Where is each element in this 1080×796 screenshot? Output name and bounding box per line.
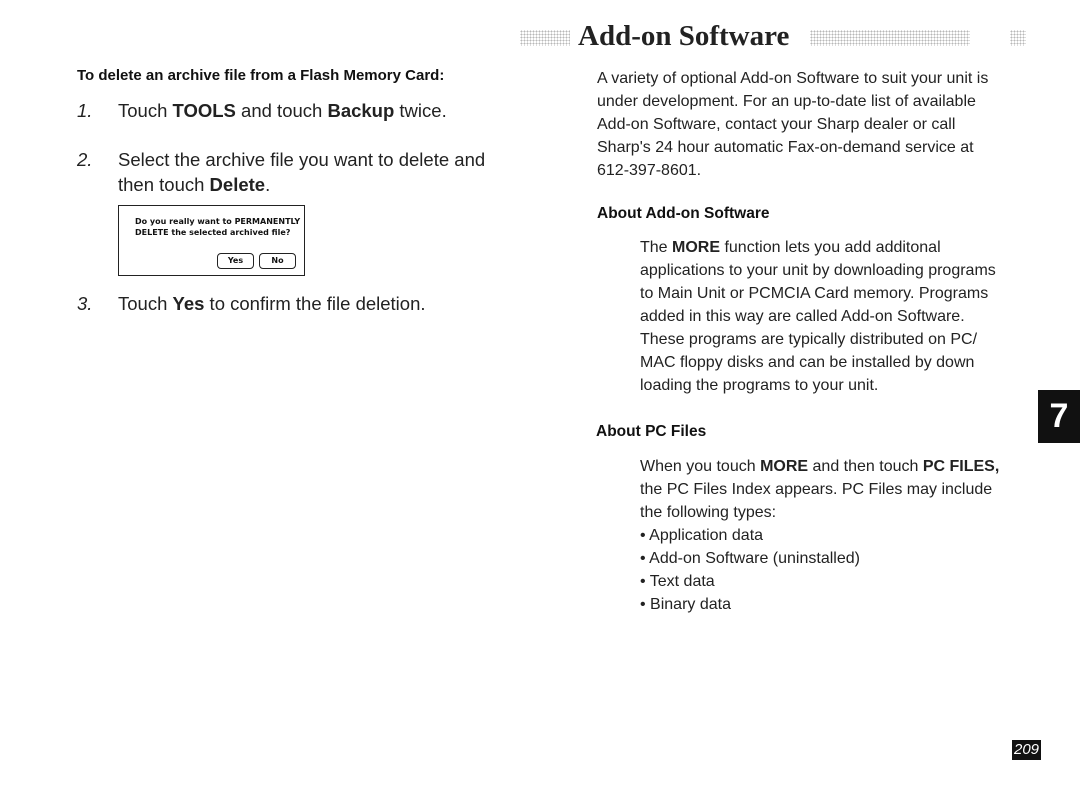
step-3 xyxy=(77,293,426,315)
bullet-item: • Add-on Software (uninstalled) xyxy=(640,550,860,567)
step-2 xyxy=(77,149,486,195)
step-text: Touch TOOLS and touch Backup twice. xyxy=(118,100,447,121)
step-text: then touch Delete. xyxy=(118,174,271,195)
page-number: 209 xyxy=(1013,741,1040,758)
step-text: Touch Yes to confirm the file deletion. xyxy=(118,293,426,314)
bullet-item: • Binary data xyxy=(640,596,731,613)
chapter-tab: 7 xyxy=(1038,390,1080,443)
section-heading: To delete an archive file from a Flash Memory Card: xyxy=(77,67,445,84)
bullet-item: • Application data xyxy=(640,527,764,544)
step-text: Select the archive file you want to delete and xyxy=(118,149,486,170)
about-pc-files-paragraph: When you touch MORE and then touch PC FILES, the PC Files Index appears. PC Files may include the following types: • Application data • Add-on Software (uninstalled) • Text data • Binary data xyxy=(640,455,999,616)
step-1 xyxy=(77,100,447,122)
about-addon-paragraph: The MORE function lets you add additonal applications to your unit by downloading programs to Main Unit or PCMCIA Card memory. Programs added in this way are called Add-on Software. These programs are typically distributed on PC/ MAC floppy disks and can be installed by down loading the programs to your unit. xyxy=(640,239,996,394)
delete-confirm-dialog xyxy=(118,205,305,276)
title-decoration xyxy=(520,30,570,46)
bullet-item: • Text data xyxy=(640,573,715,590)
step-number: 1. xyxy=(77,100,93,121)
yes-button[interactable]: Yes xyxy=(217,253,254,269)
dialog-message: Do you really want to PERMANENTLY DELETE the selected archived file? xyxy=(135,217,301,237)
about-pc-files-heading: About PC Files xyxy=(596,423,707,440)
title-decoration xyxy=(810,30,970,46)
about-addon-heading: About Add-on Software xyxy=(597,205,770,222)
step-number: 3. xyxy=(77,293,93,314)
page-title: Add-on Software xyxy=(578,20,790,52)
step-number: 2. xyxy=(77,149,93,170)
title-decoration xyxy=(1010,30,1026,46)
intro-paragraph: A variety of optional Add-on Software to suit your unit is under development. For an up-to-date list of available Add-on Software, contact your Sharp dealer or call Sharp's 24 hour automatic Fax-on-demand service at 612-397-8601. xyxy=(597,70,989,179)
no-button[interactable]: No xyxy=(259,253,296,269)
